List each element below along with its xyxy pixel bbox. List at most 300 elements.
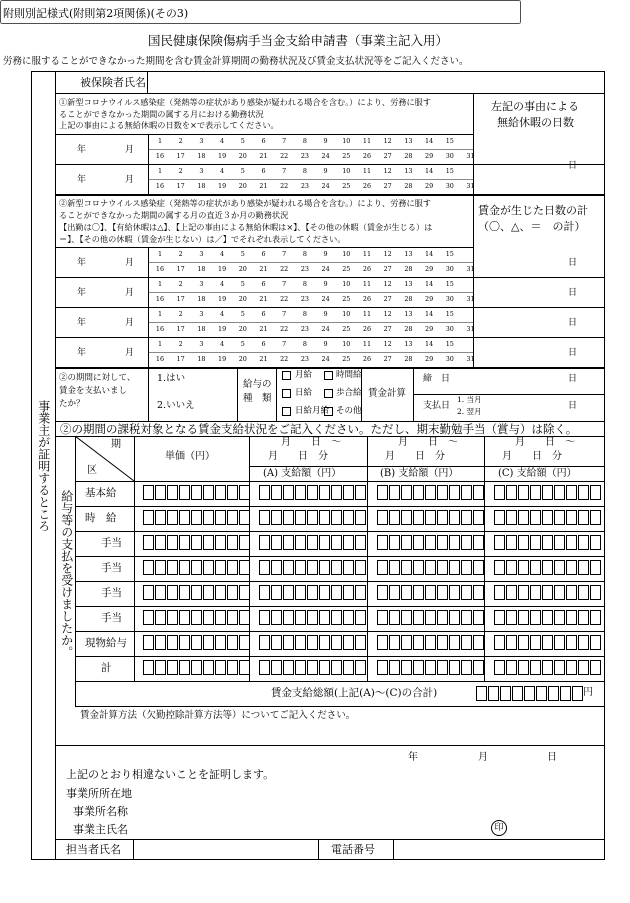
calendar-day[interactable]: 21 (259, 295, 268, 303)
calendar-day[interactable]: 23 (300, 265, 309, 273)
wage-amount-boxes[interactable] (494, 660, 602, 675)
daily-monthly-checkbox[interactable] (282, 407, 291, 416)
wage-amount-boxes[interactable] (377, 485, 485, 500)
phone-label: 電話番号 (331, 843, 375, 856)
calendar-month-label: 月 (125, 175, 135, 185)
calendar-day[interactable]: 7 (282, 280, 287, 288)
calendar-month-label: 月 (125, 318, 135, 328)
unit-price-label: 単価（円） (165, 451, 215, 462)
calendar-day[interactable]: 31 (466, 355, 475, 363)
calendar-day[interactable]: 5 (240, 250, 245, 258)
calendar-day[interactable]: 23 (300, 325, 309, 333)
calendar-day[interactable]: 7 (282, 310, 287, 318)
payday-label: 支払日 (423, 401, 451, 411)
calendar-day[interactable]: 2 (178, 137, 183, 145)
calendar-day[interactable]: 24 (321, 265, 330, 273)
section2-days-suffix: 日 (568, 348, 578, 358)
period-b-line2: 月 日 分 (385, 451, 445, 462)
wage-amount-boxes[interactable] (494, 535, 602, 550)
calendar-day[interactable]: 18 (197, 325, 206, 333)
calendar-day[interactable]: 17 (176, 265, 185, 273)
calendar-day[interactable]: 6 (261, 280, 266, 288)
calendar-day[interactable]: 25 (342, 182, 351, 190)
calendar-day[interactable]: 23 (300, 355, 309, 363)
calendar-day[interactable]: 9 (323, 340, 328, 348)
calendar-day[interactable]: 7 (282, 250, 287, 258)
office-address-input[interactable] (150, 786, 590, 801)
calendar-day[interactable]: 9 (323, 167, 328, 175)
hourly-checkbox[interactable] (324, 371, 333, 380)
calendar-day[interactable]: 13 (404, 280, 413, 288)
calendar-day[interactable]: 19 (218, 325, 227, 333)
section2-desc-3: 【出勤は〇】、【有給休暇は△】、【上記の事由による無給休暇は×】、【その他の休暇（賃金が生じる）は (59, 222, 433, 232)
calendar-day[interactable]: 29 (425, 265, 434, 273)
calendar-day[interactable]: 16 (155, 295, 165, 303)
calendar-day[interactable]: 22 (280, 182, 289, 190)
calendar-day[interactable]: 24 (321, 182, 330, 190)
calendar-day[interactable]: 3 (199, 340, 204, 348)
wage-amount-boxes[interactable] (494, 485, 602, 500)
wage-row-label: 現物給与 (85, 637, 127, 649)
calendar-day[interactable]: 20 (238, 182, 247, 190)
section2-days-suffix: 日 (568, 318, 578, 328)
calendar-day[interactable]: 3 (199, 250, 204, 258)
calendar-day[interactable]: 6 (261, 310, 266, 318)
calendar-day[interactable]: 16 (155, 152, 165, 160)
calendar-day[interactable]: 28 (404, 152, 413, 160)
calendar-day[interactable]: 27 (383, 295, 392, 303)
calendar-day[interactable]: 13 (404, 167, 413, 175)
calendar-day[interactable]: 18 (197, 152, 206, 160)
calendar-day[interactable]: 25 (342, 265, 351, 273)
form-intro: 労務に服することができなかった期間を含む賃金計算期間の勤務状況及び賃金支払状況等をご記入ください。 (3, 56, 469, 67)
calendar-day[interactable]: 15 (445, 340, 454, 348)
calendar-day[interactable]: 8 (302, 167, 307, 175)
daily-label: 日給 (295, 388, 313, 398)
contact-name-input[interactable] (138, 842, 313, 857)
calendar-day[interactable]: 10 (342, 310, 351, 318)
section1-desc-2: ることができなかった期間の属する月における勤務状況 (59, 109, 264, 119)
calendar-day[interactable]: 10 (342, 250, 351, 258)
calendar-day[interactable]: 5 (240, 137, 245, 145)
calendar-day[interactable]: 18 (197, 355, 206, 363)
calendar-day[interactable]: 12 (383, 310, 392, 318)
section1-right-1: 左記の事由による (491, 100, 579, 113)
calendar-day[interactable]: 30 (445, 295, 454, 303)
calendar-day[interactable]: 23 (300, 295, 309, 303)
calendar-day[interactable]: 9 (323, 310, 328, 318)
calendar-day[interactable]: 29 (425, 295, 434, 303)
calendar-day[interactable]: 11 (362, 310, 372, 318)
calendar-day[interactable]: 4 (220, 250, 225, 258)
calendar-day[interactable]: 12 (383, 250, 392, 258)
calendar-day[interactable]: 4 (220, 137, 225, 145)
calendar-day[interactable]: 21 (259, 152, 268, 160)
daily-monthly-label: 日給月給 (295, 406, 330, 416)
commission-label: 歩合給 (336, 388, 362, 398)
calendar-day[interactable]: 7 (282, 340, 287, 348)
calendar-day[interactable]: 16 (155, 325, 165, 333)
calendar-day[interactable]: 19 (218, 265, 227, 273)
calendar-day[interactable]: 23 (300, 182, 309, 190)
calendar-day[interactable]: 19 (218, 152, 227, 160)
calendar-day[interactable]: 28 (404, 182, 413, 190)
calendar-day[interactable]: 3 (199, 137, 204, 145)
calendar-day[interactable]: 27 (383, 152, 392, 160)
pay-next-month[interactable]: 2. 翌月 (457, 407, 482, 416)
calendar-day[interactable]: 12 (383, 137, 392, 145)
calendar-day[interactable]: 11 (362, 137, 372, 145)
calendar-day[interactable]: 26 (362, 182, 372, 190)
calendar-day[interactable]: 1 (157, 137, 163, 145)
pay-question-1: ②の期間に対して、 (59, 373, 136, 383)
calendar-day[interactable]: 24 (321, 152, 330, 160)
wage-amount-boxes[interactable] (494, 585, 602, 600)
wage-amount-boxes[interactable] (143, 535, 251, 550)
wage-row-label: 基本給 (85, 487, 117, 499)
calendar-day[interactable]: 31 (466, 265, 475, 273)
wage-row-label: 計 (101, 662, 112, 674)
calendar-day[interactable]: 22 (280, 355, 289, 363)
calendar-day[interactable]: 1 (157, 340, 163, 348)
calendar-day[interactable]: 31 (466, 152, 475, 160)
calendar-day[interactable]: 2 (178, 280, 183, 288)
calendar-day[interactable]: 21 (259, 325, 268, 333)
calendar-day[interactable]: 1 (157, 280, 163, 288)
wage-amount-boxes[interactable] (377, 560, 485, 575)
calendar-day[interactable]: 20 (238, 325, 247, 333)
wage-amount-boxes[interactable] (377, 660, 485, 675)
calendar-day[interactable]: 31 (466, 325, 475, 333)
calendar-day[interactable]: 14 (425, 167, 434, 175)
total-label: 賃金支給総額(上記(A)～(C)の合計) (271, 687, 438, 699)
wage-amount-boxes[interactable] (377, 585, 485, 600)
period-a-line1: 月 日 ～ (281, 437, 341, 448)
closing-day-label: 締 日 (423, 374, 451, 384)
calendar-month-label: 月 (125, 258, 135, 268)
calendar-day[interactable]: 9 (323, 137, 328, 145)
calendar-day[interactable]: 15 (445, 280, 454, 288)
calendar-day[interactable]: 16 (155, 265, 165, 273)
wage-amount-boxes[interactable] (259, 560, 367, 575)
calendar-day[interactable]: 5 (240, 310, 245, 318)
calendar-day[interactable]: 25 (342, 152, 351, 160)
calendar-day[interactable]: 2 (178, 340, 183, 348)
calendar-day[interactable]: 17 (176, 325, 185, 333)
calendar-day[interactable]: 18 (197, 265, 206, 273)
wage-amount-boxes[interactable] (494, 610, 602, 625)
calendar-day[interactable]: 9 (323, 250, 328, 258)
calendar-day[interactable]: 15 (445, 310, 454, 318)
total-amount-boxes[interactable] (476, 686, 584, 701)
calendar-day[interactable]: 24 (321, 355, 330, 363)
calendar-day[interactable]: 8 (302, 340, 307, 348)
closing-day-suffix: 日 (568, 374, 578, 384)
wage-row-label: 手当 (101, 612, 122, 624)
calendar-day[interactable]: 23 (300, 152, 309, 160)
calendar-day[interactable]: 26 (362, 325, 372, 333)
calendar-day[interactable]: 5 (240, 340, 245, 348)
calendar-day[interactable]: 28 (404, 355, 413, 363)
calendar-day[interactable]: 13 (404, 250, 413, 258)
calendar-day[interactable]: 7 (282, 167, 287, 175)
wage-amount-boxes[interactable] (259, 535, 367, 550)
calendar-day[interactable]: 8 (302, 280, 307, 288)
calendar-day[interactable]: 27 (383, 265, 392, 273)
wage-vertical-label: 給与等の支払を受けましたか。 (59, 490, 74, 658)
calendar-day[interactable]: 13 (404, 137, 413, 145)
wage-type-label-1: 給与の (243, 379, 272, 390)
calendar-day[interactable]: 1 (157, 250, 163, 258)
calendar-day[interactable]: 17 (176, 355, 185, 363)
calendar-day[interactable]: 25 (342, 355, 351, 363)
calendar-month-label: 月 (125, 348, 135, 358)
calendar-day[interactable]: 27 (383, 182, 392, 190)
calendar-day[interactable]: 10 (342, 167, 351, 175)
wage-amount-boxes[interactable] (494, 560, 602, 575)
calendar-day[interactable]: 5 (240, 280, 245, 288)
calendar-year-label: 年 (77, 175, 87, 185)
calendar-day[interactable]: 4 (220, 280, 225, 288)
calendar-day[interactable]: 15 (445, 137, 454, 145)
pay-no-option[interactable]: 2.いいえ (157, 400, 195, 411)
calendar-day[interactable]: 21 (259, 355, 268, 363)
calendar-day[interactable]: 20 (238, 355, 247, 363)
calendar-day[interactable]: 22 (280, 295, 289, 303)
wage-amount-boxes[interactable] (494, 510, 602, 525)
calendar-day[interactable]: 19 (218, 295, 227, 303)
calendar-day[interactable]: 21 (259, 182, 268, 190)
calendar-day[interactable]: 8 (302, 137, 307, 145)
wage-amount-boxes[interactable] (143, 635, 251, 650)
wage-amount-boxes[interactable] (259, 585, 367, 600)
calendar-day[interactable]: 13 (404, 340, 413, 348)
calendar-day[interactable]: 29 (425, 325, 434, 333)
wage-amount-boxes[interactable] (259, 610, 367, 625)
wage-amount-boxes[interactable] (143, 610, 251, 625)
calendar-day[interactable]: 28 (404, 295, 413, 303)
calendar-day[interactable]: 20 (238, 152, 247, 160)
hourly-label: 時間給 (336, 370, 362, 380)
section2-days-suffix: 日 (568, 258, 578, 268)
office-name-input[interactable] (150, 804, 590, 819)
calendar-month-label: 月 (125, 288, 135, 298)
commission-checkbox[interactable] (324, 389, 333, 398)
calendar-day[interactable]: 12 (383, 280, 392, 288)
payday-suffix: 日 (568, 401, 578, 411)
office-name-label: 事業所名称 (73, 805, 128, 818)
calendar-day[interactable]: 6 (261, 340, 266, 348)
wage-amount-boxes[interactable] (377, 610, 485, 625)
contact-name-label: 担当者氏名 (66, 843, 121, 856)
monthly-checkbox[interactable] (282, 371, 291, 380)
calendar-day[interactable]: 28 (404, 325, 413, 333)
calendar-day[interactable]: 4 (220, 167, 225, 175)
wage-amount-boxes[interactable] (143, 660, 251, 675)
calendar-day[interactable]: 29 (425, 355, 434, 363)
calendar-day[interactable]: 4 (220, 340, 225, 348)
calendar-day[interactable]: 31 (466, 295, 475, 303)
calendar-day[interactable]: 1 (157, 310, 163, 318)
section1-right-2: 無給休暇の日数 (497, 116, 574, 129)
calendar-day[interactable]: 2 (178, 250, 183, 258)
period-c-line2: 月 日 分 (502, 451, 562, 462)
calendar-day[interactable]: 19 (218, 182, 227, 190)
section2-desc-2: ることができなかった期間の属する月の直近３か月の勤務状況 (59, 210, 289, 220)
seal-mark: 印 (491, 820, 507, 836)
calendar-day[interactable]: 4 (220, 310, 225, 318)
calendar-day[interactable]: 17 (176, 152, 185, 160)
calendar-day[interactable]: 26 (362, 265, 372, 273)
calendar-day[interactable]: 14 (425, 137, 434, 145)
wage-heading: ②の期間の課税対象となる賃金支給状況をご記入ください。ただし、期末勤勉手当（賞与）は除く。 (60, 422, 578, 436)
calendar-day[interactable]: 30 (445, 325, 454, 333)
wage-amount-boxes[interactable] (259, 660, 367, 675)
wage-row-label: 手当 (101, 587, 122, 599)
calendar-day[interactable]: 20 (238, 295, 247, 303)
calendar-day[interactable]: 21 (259, 265, 268, 273)
calendar-day[interactable]: 10 (342, 280, 351, 288)
calendar-day[interactable]: 14 (425, 310, 434, 318)
calendar-day[interactable]: 8 (302, 310, 307, 318)
owner-name-input[interactable] (150, 822, 480, 837)
header-diagonal (75, 436, 135, 482)
calendar-day[interactable]: 3 (199, 310, 204, 318)
calendar-day[interactable]: 26 (362, 355, 372, 363)
calendar-day[interactable]: 29 (425, 152, 434, 160)
calendar-day[interactable]: 14 (425, 280, 434, 288)
calendar-day[interactable]: 30 (445, 265, 454, 273)
wage-amount-boxes[interactable] (377, 510, 485, 525)
calendar-day[interactable]: 22 (280, 152, 289, 160)
calendar-day[interactable]: 24 (321, 295, 330, 303)
calendar-day[interactable]: 14 (425, 340, 434, 348)
wage-row-label: 手当 (101, 562, 122, 574)
calendar-day[interactable]: 10 (342, 137, 351, 145)
pay-yes-option[interactable]: 1.はい (157, 373, 186, 384)
calendar-day[interactable]: 31 (466, 182, 475, 190)
calendar-month-label: 月 (125, 145, 135, 155)
calendar-day[interactable]: 30 (445, 355, 454, 363)
calendar-day[interactable]: 6 (261, 137, 266, 145)
phone-input[interactable] (398, 842, 598, 857)
wage-amount-boxes[interactable] (377, 535, 485, 550)
section1-desc-3: 上記の事由による無給休暇の日数を×で表示してください。 (59, 120, 279, 130)
insured-name-label: 被保険者氏名 (80, 76, 146, 89)
calendar-day[interactable]: 6 (261, 250, 266, 258)
wage-amount-boxes[interactable] (494, 635, 602, 650)
calendar-day[interactable]: 18 (197, 295, 206, 303)
calendar-day[interactable]: 20 (238, 265, 247, 273)
calendar-day[interactable]: 25 (342, 295, 351, 303)
calendar-day[interactable]: 15 (445, 250, 454, 258)
calendar-day[interactable]: 27 (383, 355, 392, 363)
monthly-label: 月給 (295, 370, 313, 380)
wage-amount-boxes[interactable] (143, 485, 251, 500)
calendar-day[interactable]: 11 (362, 250, 372, 258)
calendar-day[interactable]: 6 (261, 167, 266, 175)
wage-amount-boxes[interactable] (259, 510, 367, 525)
calendar-day[interactable]: 17 (176, 182, 185, 190)
section1-days-suffix: 日 (568, 161, 578, 171)
calendar-day[interactable]: 28 (404, 265, 413, 273)
calendar-day[interactable]: 29 (425, 182, 434, 190)
calendar-day[interactable]: 3 (199, 280, 204, 288)
wage-amount-boxes[interactable] (377, 635, 485, 650)
calendar-day[interactable]: 2 (178, 167, 183, 175)
pay-this-month[interactable]: 1. 当月 (457, 395, 482, 404)
calendar-day[interactable]: 3 (199, 167, 204, 175)
calendar-day[interactable]: 12 (383, 340, 392, 348)
period-a-line2: 月 日 分 (268, 451, 328, 462)
calendar-year-label: 年 (77, 258, 87, 268)
other-checkbox[interactable] (324, 407, 333, 416)
period-c-line1: 月 日 ～ (515, 437, 575, 448)
wage-type-label-2: 種 類 (243, 393, 272, 404)
side-label: 事業主が証明するところ (36, 400, 51, 532)
calendar-day[interactable]: 1 (157, 167, 163, 175)
calendar-day[interactable]: 26 (362, 295, 372, 303)
calendar-day[interactable]: 8 (302, 250, 307, 258)
insured-name-input[interactable] (152, 75, 592, 91)
wage-amount-boxes[interactable] (259, 635, 367, 650)
calendar-day[interactable]: 11 (362, 167, 372, 175)
calendar-day[interactable]: 19 (218, 355, 227, 363)
section2-days-suffix: 日 (568, 288, 578, 298)
daily-checkbox[interactable] (282, 389, 291, 398)
section1-desc-1: ①新型コロナウイルス感染症（発熱等の症状があり感染が疑われる場合を含む。）により、労務に服す (59, 97, 432, 107)
calendar-day[interactable]: 10 (342, 340, 351, 348)
calendar-day[interactable]: 22 (280, 325, 289, 333)
column-b-label: (B) 支給額（円） (380, 468, 459, 479)
section2-right-2: （〇、△、＝ の計） (478, 220, 586, 233)
calendar-day[interactable]: 18 (197, 182, 206, 190)
wage-calc-label: 賃金計算 (368, 388, 407, 399)
owner-name-label: 事業主氏名 (73, 823, 128, 836)
calendar-day[interactable]: 14 (425, 250, 434, 258)
calendar-day[interactable]: 7 (282, 137, 287, 145)
wage-amount-boxes[interactable] (259, 485, 367, 500)
calendar-day[interactable]: 26 (362, 152, 372, 160)
calendar-day[interactable]: 30 (445, 152, 454, 160)
calendar-day[interactable]: 9 (323, 280, 328, 288)
calendar-day[interactable]: 12 (383, 167, 392, 175)
calendar-day[interactable]: 25 (342, 325, 351, 333)
calendar-day[interactable]: 11 (362, 280, 372, 288)
calendar-day[interactable]: 13 (404, 310, 413, 318)
calendar-day[interactable]: 27 (383, 325, 392, 333)
calendar-day[interactable]: 22 (280, 265, 289, 273)
wage-amount-boxes[interactable] (143, 585, 251, 600)
calendar-day[interactable]: 30 (445, 182, 454, 190)
section2-desc-4: ＝】、【その他の休暇（賃金が生じない）は／】でそれぞれ表示してください。 (59, 234, 346, 244)
calendar-day[interactable]: 17 (176, 295, 185, 303)
wage-amount-boxes[interactable] (143, 510, 251, 525)
calendar-day[interactable]: 5 (240, 167, 245, 175)
calendar-day[interactable]: 15 (445, 167, 454, 175)
calendar-day[interactable]: 11 (362, 340, 372, 348)
calendar-day[interactable]: 16 (155, 182, 165, 190)
cert-year: 年 (408, 752, 418, 763)
column-a-label: (A) 支給額（円） (263, 468, 342, 479)
pay-question-2: 賃金を支払いまし (59, 386, 128, 396)
calendar-day[interactable]: 2 (178, 310, 183, 318)
calendar-year-label: 年 (77, 348, 87, 358)
calendar-day[interactable]: 24 (321, 325, 330, 333)
pay-question-3: たか？ (59, 399, 85, 409)
calendar-day[interactable]: 16 (155, 355, 165, 363)
wage-amount-boxes[interactable] (143, 560, 251, 575)
